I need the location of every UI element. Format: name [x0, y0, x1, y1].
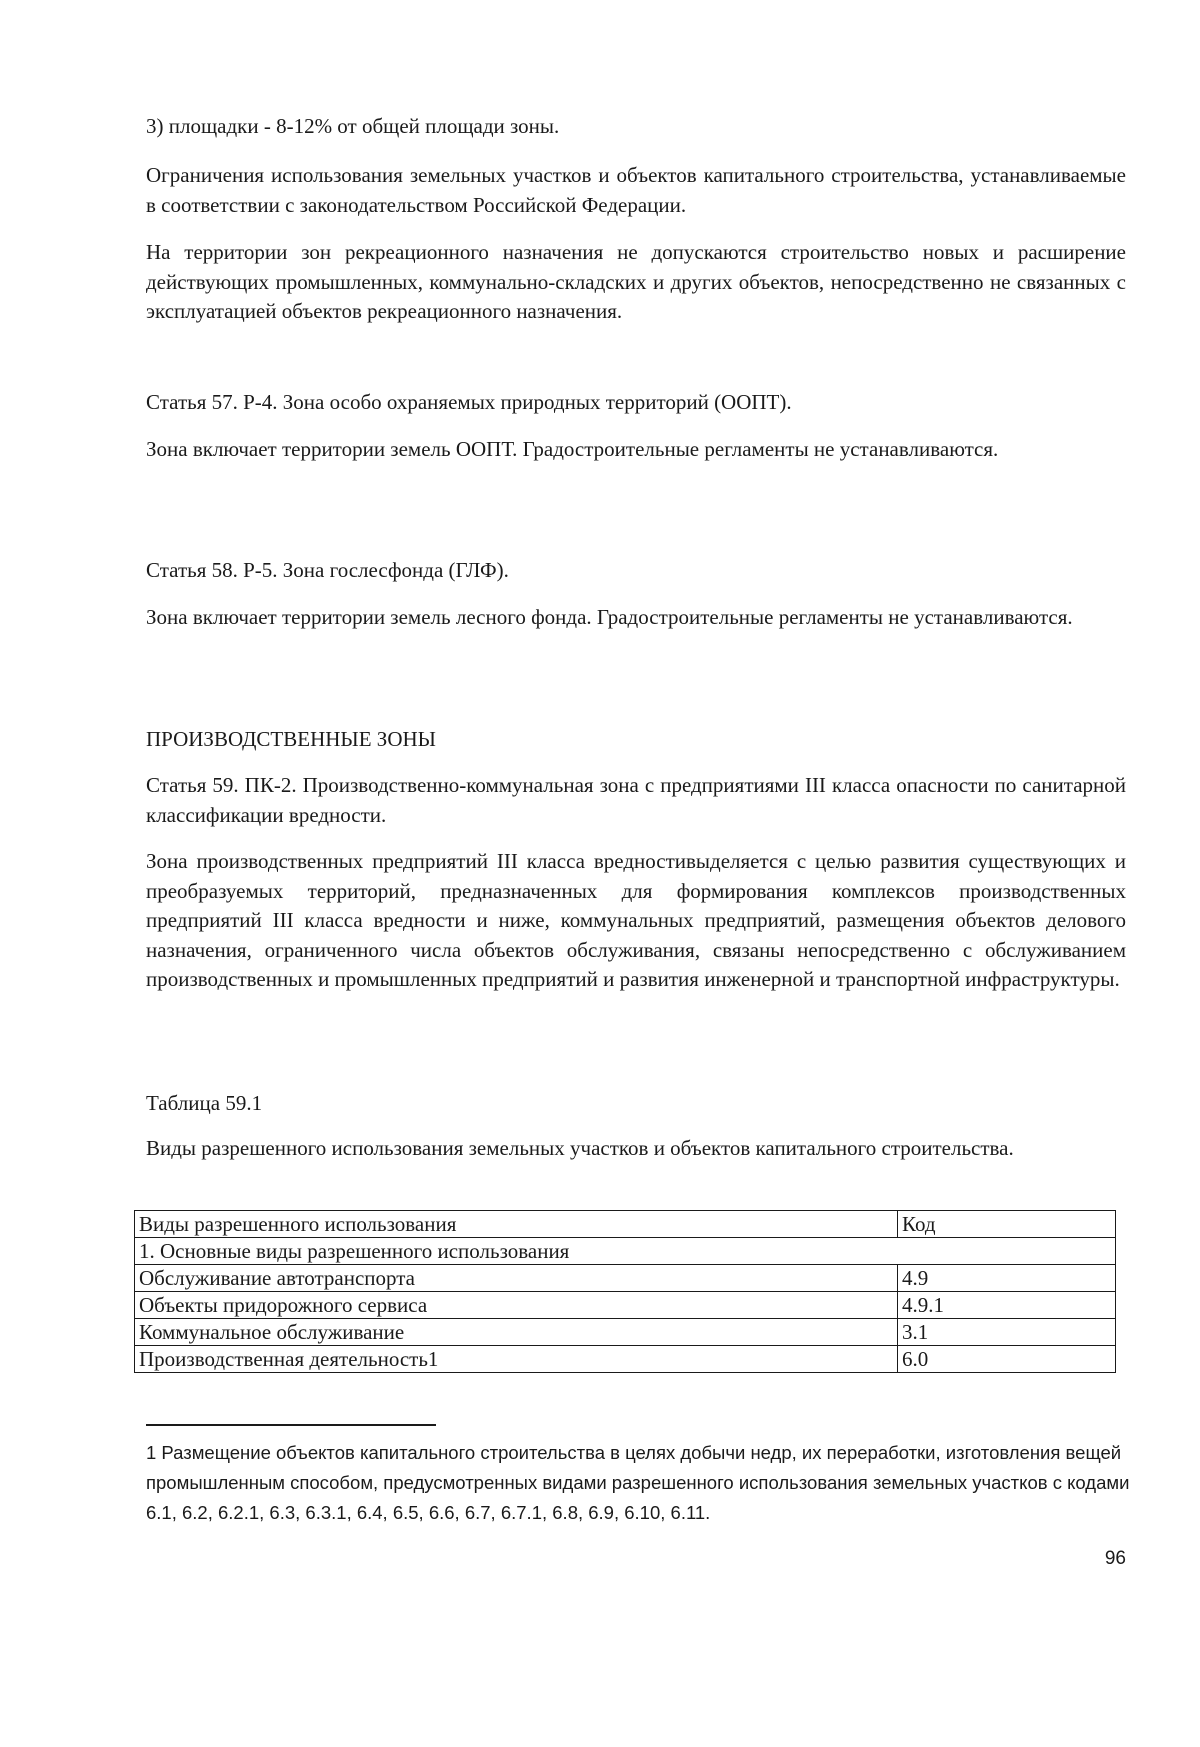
table-row [135, 1265, 1116, 1292]
table-row [135, 1319, 1116, 1346]
table-row [135, 1292, 1116, 1319]
section-heading-production-zones: ПРОИЗВОДСТВЕННЫЕ ЗОНЫ [146, 727, 436, 751]
use-name-cell: Производственная деятельность1 [135, 1346, 898, 1373]
table-header-row [135, 1211, 1116, 1238]
footnote-separator [146, 1424, 436, 1426]
header-cell-code: Код [898, 1211, 1116, 1238]
use-code-cell: 4.9 [898, 1265, 1116, 1292]
table-caption: Таблица 59.1 [146, 1091, 263, 1115]
article-58-title: Статья 58. Р-5. Зона гослесфонда (ГЛФ). [146, 558, 509, 582]
use-code-cell: 6.0 [898, 1346, 1116, 1373]
article-57-title: Статья 57. Р-4. Зона особо охраняемых природных территорий (ООПТ). [146, 390, 792, 414]
use-name-cell: Обслуживание автотранспорта [135, 1265, 898, 1292]
use-name-cell: Коммунальное обслуживание [135, 1319, 898, 1346]
header-cell-uses: Виды разрешенного использования [135, 1211, 898, 1238]
use-code-cell: 3.1 [898, 1319, 1116, 1346]
article-59-title: Статья 59. ПК-2. Производственно-коммунальная зона с предприятиями III класса опасности по санитарной классификации вредности. [146, 773, 1126, 827]
page-number: 96 [1104, 1548, 1126, 1569]
permitted-uses-table [134, 1210, 1116, 1373]
table-group-row [135, 1238, 1116, 1265]
article-58-text: Зона включает территории земель лесного фонда. Градостроительные регламенты не устанавливаются. [146, 605, 1073, 629]
table-subtitle: Виды разрешенного использования земельных участков и объектов капитального строительства. [146, 1136, 1014, 1160]
paragraph-restrictions: Ограничения использования земельных участков и объектов капитального строительства, устанавливаемые в соответствии с законодательством Российской Федерации. [146, 163, 1126, 217]
article-59-text: Зона производственных предприятий III класса вредностивыделяется с целью развития существующих и преобразуемых территорий, предназначенных для формирования комплексов производственных предприятий III класса вредности и ниже, коммунальных предприятий, размещения объектов делового назначения, ограниченного числа объектов обслуживания, связаны непосредственно с обслуживанием производственных и промышленных предприятий и развития инженерной и транспортной инфраструктуры. [146, 849, 1126, 991]
footnote-1: 1 Размещение объектов капитального строительства в целях добычи недр, их переработки, изготовления вещей промышленным способом, предусмотренных видами разрешенного использования земельных участков с кодами 6.1, 6.2, 6.2.1, 6.3, 6.3.1, 6.4, 6.5, 6.6, 6.7, 6.7.1, 6.8, 6.9, 6.10, 6.11. [146, 1442, 1130, 1523]
use-code-cell: 4.9.1 [898, 1292, 1116, 1319]
paragraph-recreation-zones: На территории зон рекреационного назначения не допускаются строительство новых и расширение действующих промышленных, коммунально-складских и других объектов, непосредственно не связанных с эксплуатацией объектов рекреационного назначения. [146, 240, 1126, 323]
table-row [135, 1346, 1116, 1373]
paragraph-playgrounds: 3) площадки - 8-12% от общей площади зоны. [146, 114, 560, 138]
use-name-cell: Объекты придорожного сервиса [135, 1292, 898, 1319]
group-cell-main-uses: 1. Основные виды разрешенного использования [135, 1238, 1116, 1265]
article-57-text: Зона включает территории земель ООПТ. Градостроительные регламенты не устанавливаются. [146, 437, 999, 461]
